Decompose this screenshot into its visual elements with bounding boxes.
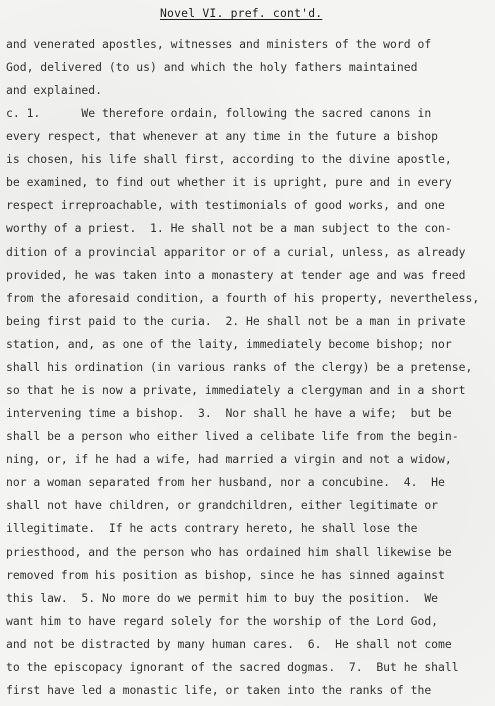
- text-line: respect irreproachable, with testimonials of good works, and one: [6, 198, 445, 212]
- page-header: Novel VI. pref. cont'd.: [160, 6, 323, 20]
- text-line: and explained.: [6, 83, 103, 97]
- text-line: shall his ordination (in various ranks of the clergy) be a pretense,: [6, 360, 473, 374]
- text-line: dition of a provincial apparitor or of a curial, unless, as already: [6, 245, 466, 259]
- text-line: shall be a person who either lived a celibate life from the begin-: [6, 429, 459, 443]
- text-line: being first paid to the curia. 2. He shall not be a man in private: [6, 314, 466, 328]
- text-line: and not be distracted by many human cares. 6. He shall not come: [6, 637, 452, 651]
- text-line: nor a woman separated from her husband, nor a concubine. 4. He: [6, 475, 445, 489]
- text-line: c. 1. We therefore ordain, following the sacred canons in: [6, 106, 432, 120]
- text-line: removed from his position as bishop, since he has sinned against: [6, 568, 445, 582]
- text-line: want him to have regard solely for the worship of the Lord God,: [6, 614, 439, 628]
- text-line: ning, or, if he had a wife, had married a virgin and not a widow,: [6, 452, 452, 466]
- text-line: shall not have children, or grandchildren, either legitimate or: [6, 498, 439, 512]
- text-line: worthy of a priest. 1. He shall not be a man subject to the con-: [6, 221, 452, 235]
- text-line: from the aforesaid condition, a fourth of his property, nevertheless,: [6, 291, 480, 305]
- text-line: priesthood, and the person who has ordained him shall likewise be: [6, 545, 452, 559]
- text-line: every respect, that whenever at any time in the future a bishop: [6, 129, 439, 143]
- text-line: intervening time a bishop. 3. Nor shall he have a wife; but be: [6, 406, 452, 420]
- text-line: provided, he was taken into a monastery at tender age and was freed: [6, 268, 466, 282]
- text-line: to the episcopacy ignorant of the sacred dogmas. 7. But he shall: [6, 660, 459, 674]
- text-line: so that he is now a private, immediately a clergyman and in a short: [6, 383, 466, 397]
- text-line: this law. 5. No more do we permit him to buy the position. We: [6, 591, 439, 605]
- text-line: and venerated apostles, witnesses and ministers of the word of: [6, 37, 432, 51]
- text-line: is chosen, his life shall first, according to the divine apostle,: [6, 152, 452, 166]
- text-line: station, and, as one of the laity, immediately become bishop; nor: [6, 337, 452, 351]
- text-line: God, delivered (to us) and which the holy fathers maintained: [6, 60, 418, 74]
- text-line: illegitimate. If he acts contrary hereto, he shall lose the: [6, 521, 418, 535]
- text-line: be examined, to find out whether it is upright, pure and in every: [6, 175, 452, 189]
- text-line: first have led a monastic life, or taken into the ranks of the: [6, 683, 432, 697]
